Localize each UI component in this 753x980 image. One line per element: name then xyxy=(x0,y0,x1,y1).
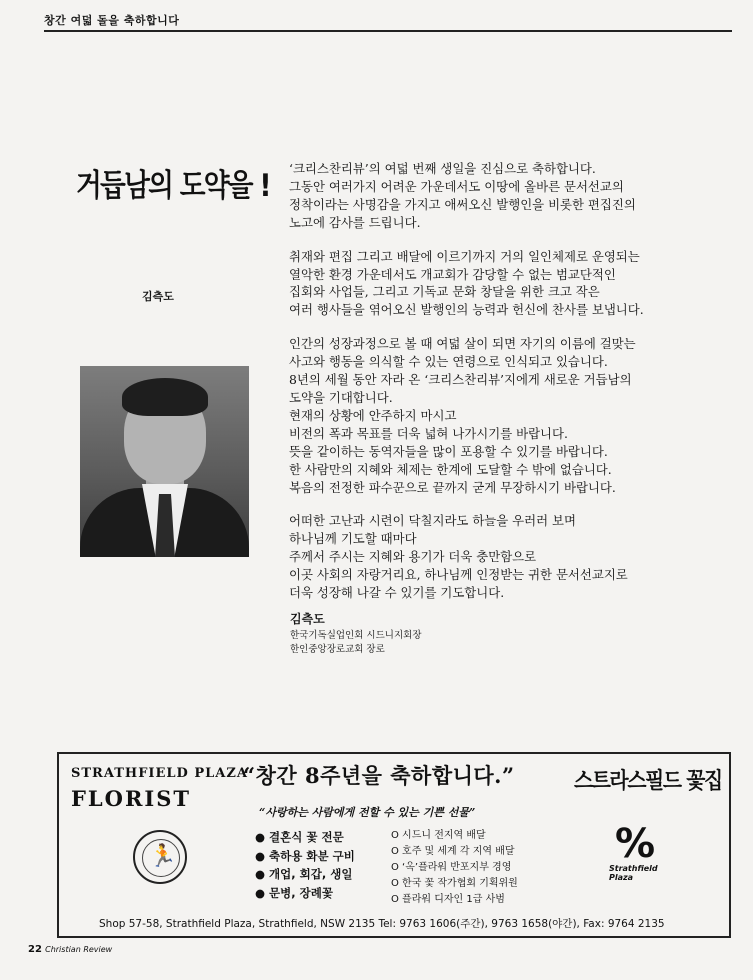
ad-headline: “창간 8주년을 축하합니다.” xyxy=(243,763,515,788)
author-photo xyxy=(80,366,249,557)
text-line: 인간의 성장과정으로 볼 때 여덟 살이 되면 자기의 이름에 걸맞는 xyxy=(289,336,636,352)
interflora-badge xyxy=(133,830,187,884)
text-line: ‘크리스찬리뷰’의 여덟 번째 생일을 진심으로 축하합니다. xyxy=(289,161,596,176)
paragraph xyxy=(289,335,719,496)
signature-title: 한인중앙장로교회 장로 xyxy=(290,644,385,655)
text-line: 열악한 환경 가운데서도 개교회가 감당할 수 없는 범교단적인 xyxy=(289,266,616,282)
text-line: 도약을 기대합니다. xyxy=(289,389,393,405)
text-line: 사고와 행동을 의식할 수 있는 연령으로 인식되고 있습니다. xyxy=(289,354,608,370)
text-line: 더욱 성장해 나갈 수 있기를 기도합니다. xyxy=(289,585,505,601)
florist-advertisement xyxy=(57,752,731,938)
text-line: 복음의 전정한 파수꾼으로 끝까지 굳게 무장하시기 바랍니다. xyxy=(289,479,616,495)
strathfield-plaza-logo xyxy=(609,821,677,890)
list-item: O ‘옥’플라워 반포지부 경영 xyxy=(391,862,512,873)
list-item: O 시드니 전지역 배달 xyxy=(391,830,486,841)
article-title: 거듭남의 도약을 ! xyxy=(76,168,270,204)
paragraph xyxy=(289,248,719,320)
author-name-small: 김측도 xyxy=(142,290,174,303)
text-line: 어떠한 고난과 시련이 닥칠지라도 하늘을 우러러 보며 xyxy=(289,513,576,529)
logo-mark-icon: % xyxy=(615,821,656,867)
text-line: 현재의 상황에 안주하지 마시고 xyxy=(289,407,457,423)
list-item: ● 문병, 장례꽃 xyxy=(255,885,333,900)
text-line: 그동안 여러가지 어려운 가운데서도 이땅에 올바른 문서선교의 xyxy=(289,178,624,194)
text-line: 노고에 감사를 드립니다. xyxy=(289,214,421,230)
list-item: ● 개업, 회갑, 생일 xyxy=(255,867,353,881)
text-line: 8년의 세월 동안 자라 온 ‘크리스찬리뷰’지에게 새로운 거듭남의 xyxy=(289,372,632,388)
page-number: 22 xyxy=(28,944,42,955)
paragraph xyxy=(289,160,719,232)
text-line: 취재와 편집 그리고 배달에 이르기까지 거의 일인체제로 운영되는 xyxy=(289,248,640,264)
article-body xyxy=(289,160,719,618)
running-figure-icon: 🏃 xyxy=(149,844,177,869)
services-list-left xyxy=(255,828,355,902)
list-item: O 호주 및 세계 각 지역 배달 xyxy=(391,846,515,857)
shop-name-korean: 스트라스필드 꽃집 xyxy=(574,769,722,794)
list-item: O 한국 꽃 작가협회 기획위원 xyxy=(391,878,518,889)
text-line: 정착이라는 사명감을 가지고 애써오신 발행인을 비롯한 편집진의 xyxy=(289,196,636,212)
brand-line-2: FLORIST xyxy=(71,786,192,811)
header-rule xyxy=(44,30,732,32)
section-label: 창간 여덟 돌을 축하합니다 xyxy=(44,14,180,27)
list-item: O 플라워 디자인 1급 사범 xyxy=(391,894,505,905)
page-footer xyxy=(28,944,112,955)
paragraph xyxy=(289,512,719,602)
list-item: ● 결혼식 꽃 전문 xyxy=(255,830,344,844)
text-line: 뜻을 같이하는 동역자들을 많이 포용할 수 있기를 바랍니다. xyxy=(289,443,608,459)
signature-title: 한국기독실업인회 시드니지회장 xyxy=(290,630,422,641)
text-line: 한 사람만의 지혜와 체제는 한계에 도달할 수 밖에 없습니다. xyxy=(289,461,612,477)
brand-line-1: STRATHFIELD PLAZA xyxy=(71,766,248,781)
text-line: 비전의 폭과 목표를 더욱 넓혀 나가시기를 바랍니다. xyxy=(289,425,568,441)
text-line: 여러 행사들을 엮어오신 발행인의 능력과 헌신에 찬사를 보냅니다. xyxy=(289,302,644,318)
signature-name: 김측도 xyxy=(290,612,325,626)
signature-block xyxy=(290,612,422,657)
services-list-right xyxy=(391,828,518,908)
logo-text: Strathfield xyxy=(609,864,658,873)
shop-address: Shop 57-58, Strathfield Plaza, Strathfield, NSW 2135 Tel: 9763 1606(주간), 9763 1658(야간), Fax: 9764 2135 xyxy=(99,918,665,930)
text-line: 하나님께 기도할 때마다 xyxy=(289,531,417,547)
text-line: 이곳 사회의 자랑거리요, 하나님께 인정받는 귀한 문서선교지로 xyxy=(289,567,628,583)
list-item: ● 축하용 화분 구비 xyxy=(255,848,355,863)
ad-tagline: “사랑하는 사람에게 전할 수 있는 기쁜 선물” xyxy=(259,806,476,819)
logo-text: Plaza xyxy=(609,873,634,882)
magazine-name: Christian Review xyxy=(45,945,113,954)
text-line: 집회와 사업들, 그리고 기독교 문화 창달을 위한 크고 작은 xyxy=(289,284,600,300)
text-line: 주께서 주시는 지혜와 용기가 더욱 충만함으로 xyxy=(289,549,537,565)
